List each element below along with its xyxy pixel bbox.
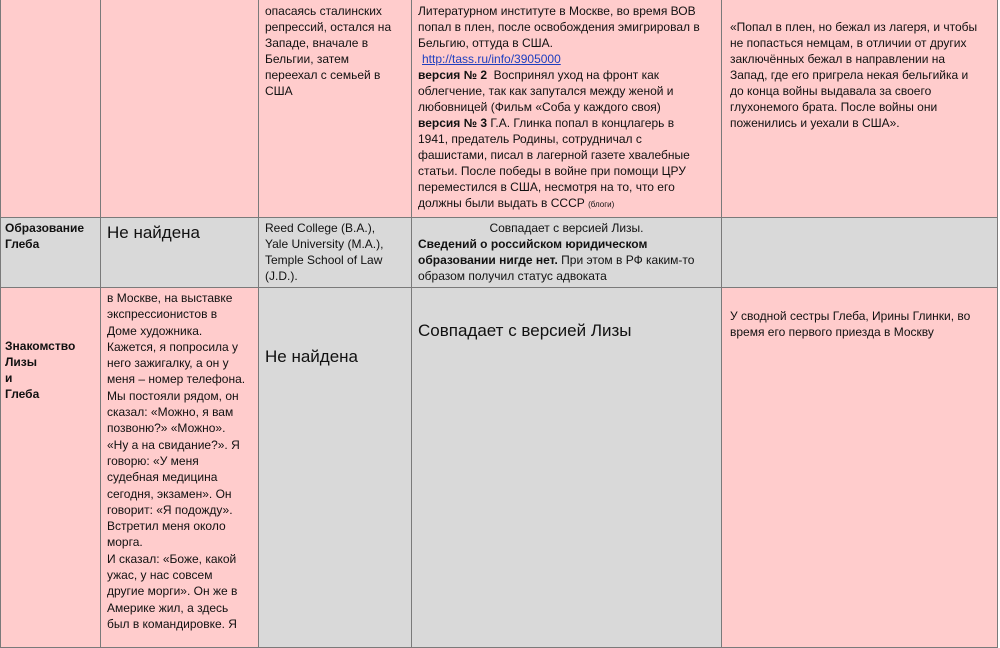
row1-col4-cell <box>412 0 722 218</box>
text-line: другие морги». Он же в <box>107 584 238 599</box>
table-row <box>1 0 998 218</box>
meeting-header-cell <box>1 288 101 648</box>
text-line: Бельгии, затем <box>265 52 350 66</box>
text-line: морга. <box>107 535 143 550</box>
text-line: до конца войны выдавала за своего <box>730 84 932 98</box>
text-line: Мы постояли рядом, он <box>107 388 239 403</box>
education-header-cell <box>1 218 101 288</box>
not-found-text: Не найдена <box>265 347 359 366</box>
text-line: Yale University (M.A.), <box>265 237 384 251</box>
text-line: в Москве, на выставке <box>107 291 233 305</box>
text-line: Литературном институте в Москве, во время ВОВ <box>418 4 696 18</box>
text-line: должны были выдать в СССР <box>418 196 585 210</box>
text-line: переместился в США, несмотря на то, что его <box>418 180 675 194</box>
education-col2-cell <box>101 218 259 288</box>
source-note: (блоги) <box>588 200 615 209</box>
row-header: Знакомство <box>5 339 76 353</box>
tass-link[interactable]: http://tass.ru/info/3905000 <box>422 52 561 66</box>
table-row <box>1 288 998 648</box>
text-line: Бельгию, оттуда в США. <box>418 36 554 50</box>
text-line: попал в плен, после освобождения эмигрировал в <box>418 20 700 34</box>
text-line: США <box>265 84 293 98</box>
text-line: Америке жил, а здесь <box>107 600 229 615</box>
row-header: и <box>5 371 13 385</box>
text-line: сказал: «Можно, я вам <box>107 405 234 420</box>
version-2-label: версия № 2 <box>418 68 487 82</box>
text-line: У сводной сестры Глеба, Ирины Глинки, во <box>730 309 971 323</box>
text-line: Доме художника. <box>107 323 203 338</box>
text-line: статьи. После победы в войне при помощи ЦРУ <box>418 164 686 178</box>
text-line: И сказал: «Боже, какой <box>107 551 237 566</box>
text-line: 1941, предатель Родины, сотрудничал с <box>418 132 642 146</box>
education-col4-cell <box>412 218 722 288</box>
meeting-col2-cell <box>101 288 259 648</box>
row1-col2-cell <box>101 0 259 218</box>
text-line: говорю: «У меня <box>107 453 199 468</box>
meeting-col3-cell <box>259 288 412 648</box>
education-col5-cell <box>722 218 998 288</box>
text-line: судебная медицина <box>107 470 218 485</box>
row-header: Образование <box>5 221 85 235</box>
text-line: говорит: «Я подожду». <box>107 502 233 517</box>
text-line: переехал с семьей в <box>265 68 381 82</box>
text-line: Воспринял уход на фронт как <box>493 68 660 82</box>
text-line: был в командировке. Я <box>107 616 237 631</box>
text-line: меня – номер телефона. <box>107 372 246 387</box>
text-line: сегодня, экзамен». Он <box>107 486 232 501</box>
text-line: Кажется, я попросила у <box>107 339 239 354</box>
row1-col5-cell <box>722 0 998 218</box>
text-line: время его первого приезда в Москву <box>730 325 934 339</box>
text-line: Совпадает с версией Лизы. <box>489 221 644 235</box>
text-line: заключённых бежал в направлении на <box>730 52 946 66</box>
text-line: глухонемого брата. После войны они <box>730 100 938 114</box>
row-header: Лизы <box>5 355 38 369</box>
text-line: облегчение, так как запутался между женой и <box>418 84 674 98</box>
text-line: При этом в РФ каким-то <box>561 253 695 267</box>
text-line: поженились и уехали в США». <box>730 116 900 130</box>
version-3-label: версия № 3 <box>418 116 487 130</box>
text-line: Temple School of Law <box>265 253 383 267</box>
table-row <box>1 218 998 288</box>
row1-col3-cell <box>259 0 412 218</box>
matches-text: Совпадает с версией Лизы <box>418 321 632 340</box>
meeting-col5-cell <box>722 288 998 648</box>
text-line: экспрессионистов в <box>107 307 218 322</box>
text-line: (J.D.). <box>265 269 298 283</box>
text-line: Г.А. Глинка попал в концлагерь в <box>490 116 675 130</box>
text-line: Reed College (B.A.), <box>265 221 376 235</box>
text-line: образовании нигде нет. <box>418 253 558 267</box>
text-line: Западе, вначале в <box>265 36 369 50</box>
text-line: позвоню?» «Можно». <box>107 421 226 436</box>
text-line: «Ну а на свидание?». Я <box>107 437 240 452</box>
education-col3-cell <box>259 218 412 288</box>
row-header: Глеба <box>5 237 40 251</box>
text-line: ужас, у нас совсем <box>107 568 213 583</box>
text-line: Сведений о российском юридическом <box>418 237 648 251</box>
text-line: «Попал в плен, но бежал из лагеря, и чтобы <box>730 20 978 34</box>
row-header: Глеба <box>5 387 40 401</box>
row1-header-cell <box>1 0 101 218</box>
text-line: любовницей (Фильм «Соба у каждого своя) <box>418 100 661 114</box>
text-line: репрессий, остался на <box>265 20 392 34</box>
not-found-text: Не найдена <box>107 223 201 242</box>
text-line: не попасться немцам, в отличии от других <box>730 36 967 50</box>
text-line: Встретил меня около <box>107 519 226 534</box>
text-line: Запад, где его пригрела некая бельгийка и <box>730 68 969 82</box>
text-line: образом получил статус адвоката <box>418 269 607 283</box>
text-line: фашистами, писал в лагерной газете хвалебные <box>418 148 690 162</box>
text-line: опасаясь сталинских <box>265 4 382 18</box>
text-line: него зажигалку, а он у <box>107 356 229 371</box>
meeting-col4-cell <box>412 288 722 648</box>
